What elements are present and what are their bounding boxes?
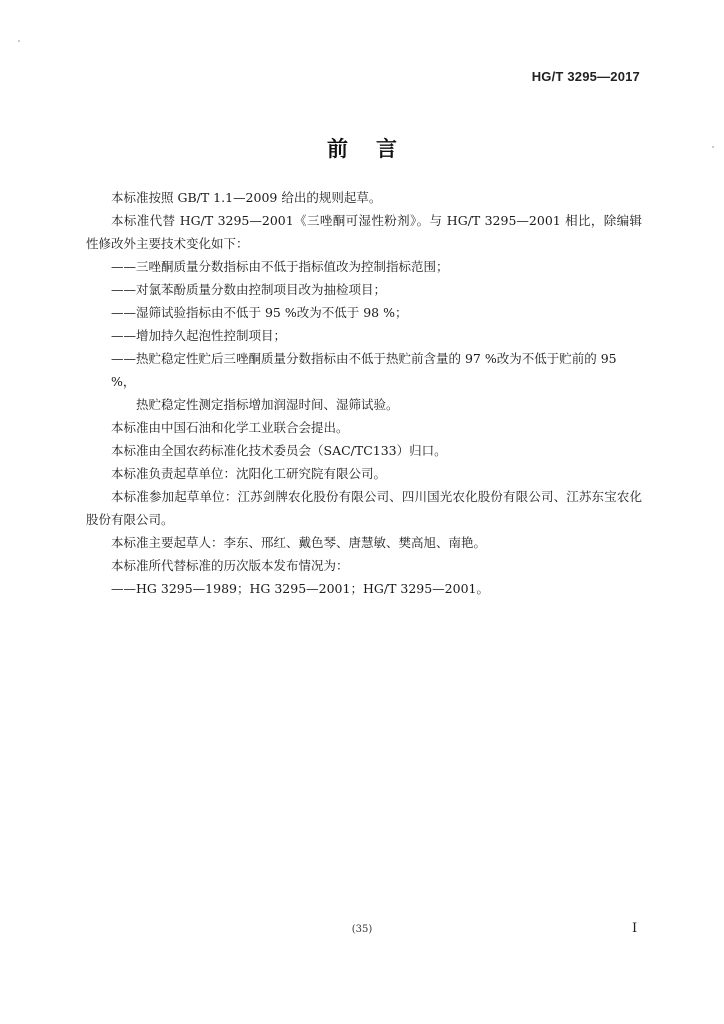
main-drafters-paragraph: 本标准主要起草人：李东、邢红、戴色琴、唐慧敏、樊高旭、南艳。 (111, 535, 487, 550)
change-item: ——增加持久起泡性控制项目； (111, 328, 287, 343)
document-header-code: HG/T 3295—2017 (531, 69, 640, 84)
scan-speck (712, 146, 714, 148)
committee-paragraph: 本标准由全国农药标准化技术委员会（SAC/TC133）归口。 (111, 443, 447, 458)
lead-drafter-unit-paragraph: 本标准负责起草单位：沈阳化工研究院有限公司。 (111, 466, 387, 481)
version-history-paragraph: 本标准所代替标准的历次版本发布情况为： (111, 558, 349, 573)
participating-units-paragraph: 本标准参加起草单位：江苏剑牌农化股份有限公司、四川国光农化股份有限公司、江苏东宝农化股份有限公司。 (86, 489, 642, 527)
change-item: ——湿筛试验指标由不低于 95 %改为不低于 98 %； (111, 305, 408, 320)
change-item: ——对氯苯酚质量分数由控制项目改为抽检项目； (111, 282, 387, 297)
replacement-paragraph: 本标准代替 HG/T 3295—2001《三唑酮可湿性粉剂》。与 HG/T 3295—2001 相比，除编辑性修改外主要技术变化如下： (86, 213, 642, 251)
scan-speck (18, 40, 20, 42)
page-number: (35) (351, 924, 373, 935)
version-history-item: ——HG 3295—1989；HG 3295—2001；HG/T 3295—2001。 (111, 581, 489, 596)
change-item: ——热贮稳定性贮后三唑酮质量分数指标由不低于热贮前含量的 97 %改为不低于贮前的 95 %， (111, 351, 617, 389)
proposer-paragraph: 本标准由中国石油和化学工业联合会提出。 (111, 420, 349, 435)
roman-page-number: I (632, 921, 638, 936)
change-item: ——三唑酮质量分数指标由不低于指标值改为控制指标范围； (111, 259, 449, 274)
drafting-rule-paragraph: 本标准按照 GB/T 1.1—2009 给出的规则起草。 (111, 190, 382, 205)
foreword-body (86, 186, 642, 600)
page-title: 前言 (327, 137, 425, 161)
change-item-continuation: 热贮稳定性测定指标增加润湿时间、湿筛试验。 (136, 397, 399, 412)
